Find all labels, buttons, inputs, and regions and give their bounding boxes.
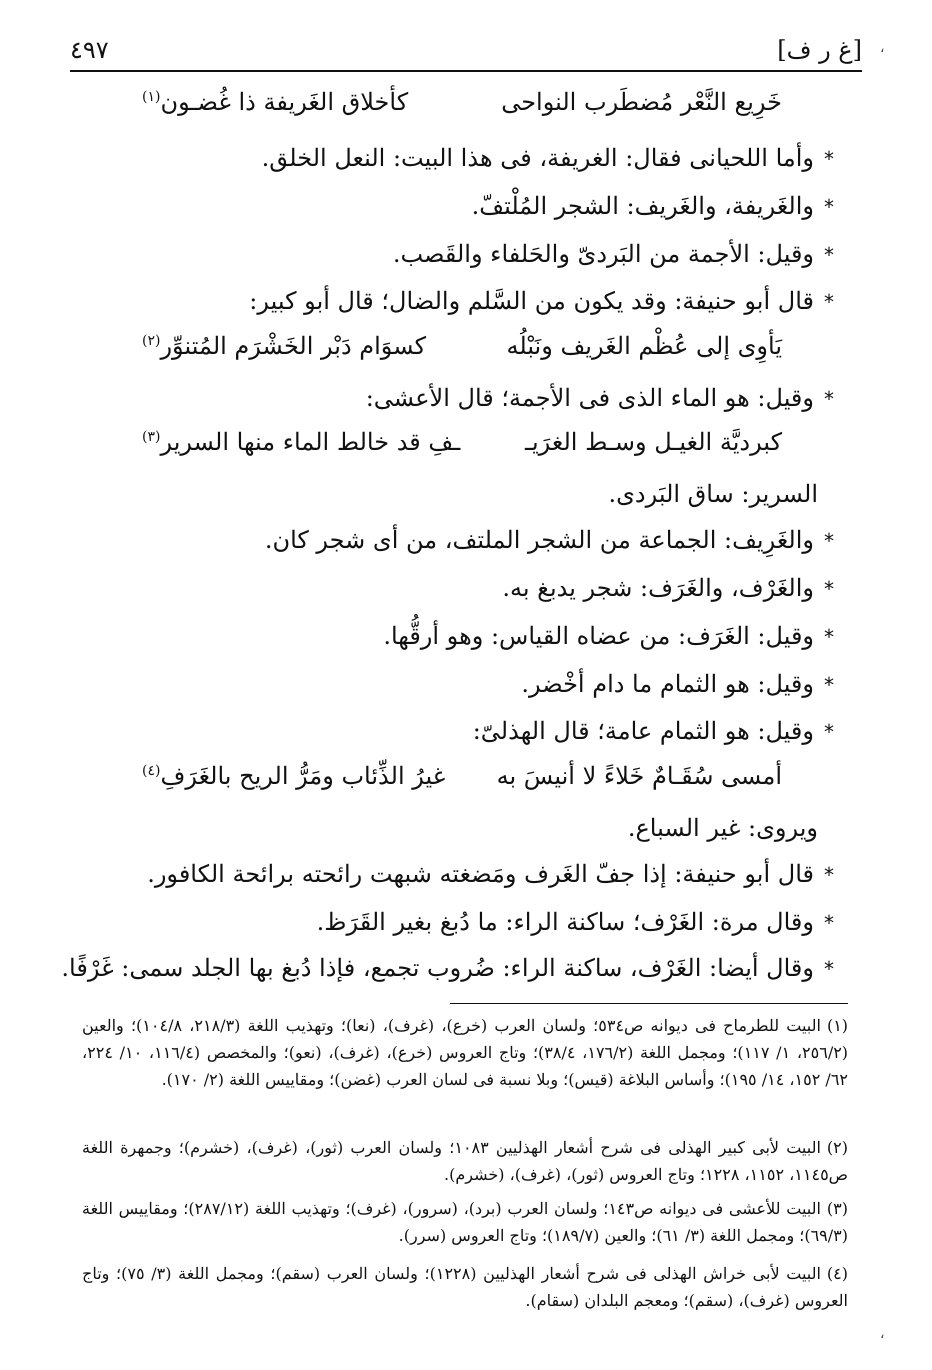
entry-text: والغَريفة، والغَريف: الشجر المُلْتفّ. bbox=[471, 192, 814, 220]
footnote-number: (٣) bbox=[826, 1199, 849, 1218]
footnote-number: (١) bbox=[826, 1016, 849, 1035]
verse-2-hemistich-2-text: كسوَام دَبْر الخَشْرَم المُتنوِّر bbox=[160, 332, 427, 360]
entry-text: وقيل: الأجمة من البَردىّ والحَلفاء والقَصب. bbox=[392, 240, 814, 268]
entry-text: وقيل: هو الثمام عامة؛ قال الهذلىّ: bbox=[472, 717, 814, 745]
entry-line bbox=[317, 908, 834, 936]
footnote-text: البيت لأبى خراش الهذلى فى شرح أشعار الهذليين (١٢٢٨)؛ ولسان العرب (سقم)؛ ومجمل اللغة (٣/ ٧٥)؛ وتاج العروس (غرف)، (سقم)؛ ومعجم البلدان (سقام). bbox=[82, 1264, 848, 1310]
entry-line bbox=[472, 192, 834, 220]
footnote-rule bbox=[450, 1003, 848, 1004]
footnote-number: (٤) bbox=[826, 1264, 849, 1283]
entry-text: قال أبو حنيفة: إذا جفّ الغَرف ومَضغته شبهت رائحته برائحة الكافور. bbox=[147, 860, 814, 888]
root-letters: [غ ر ف] bbox=[777, 36, 862, 64]
entry-star: * bbox=[824, 243, 834, 267]
verse-2 bbox=[142, 332, 782, 376]
footnote-ref-2: (٢) bbox=[142, 333, 161, 349]
entry-line bbox=[383, 622, 834, 650]
footnote-text: البيت للأعشى فى ديوانه ص١٤٣؛ ولسان العرب (برد)، (سرور)، (غرف)؛ وتهذيب اللغة (٢٨٧/١٢)؛ ومقاييس اللغة (٦٩/٣)؛ ومجمل اللغة (٣/ ٦١)؛ والعين (١٨٩/٧)؛ وتاج العروس (سرر). bbox=[82, 1199, 848, 1245]
entry-text: وقيل: هو الثمام ما دام أخْضر. bbox=[521, 670, 814, 698]
entry-star: * bbox=[824, 720, 834, 744]
entry-line bbox=[393, 240, 834, 268]
verse-1-hemistich-1: خَرِيع النَّعْر مُضطَرب النواحى bbox=[501, 88, 782, 116]
entry-star: * bbox=[824, 625, 834, 649]
entry-star: * bbox=[824, 673, 834, 697]
footnote-1 bbox=[82, 1012, 848, 1093]
verse-2-hemistich-2 bbox=[142, 332, 426, 360]
footnote-ref-1: (١) bbox=[142, 89, 161, 105]
margin-mark-bottom: ، bbox=[880, 1326, 885, 1342]
entry-line bbox=[61, 954, 834, 982]
verse-3-hemistich-2-text: ـفِ قد خالط الماء منها السرير bbox=[160, 428, 461, 456]
entry-line bbox=[147, 860, 834, 888]
entry-text: والغَرِيف: الجماعة من الشجر الملتف، من أى شجر كان. bbox=[264, 526, 814, 554]
verse-1-hemistich-2-text: كأخلاق الغَريفة ذا غُضـون bbox=[160, 88, 409, 116]
entry-line-plain bbox=[628, 814, 818, 842]
header-rule bbox=[70, 70, 862, 72]
entry-line bbox=[366, 384, 834, 412]
entry-text: قال أبو حنيفة: وقد يكون من السَّلم والضال؛ قال أبو كبير: bbox=[249, 287, 814, 315]
entry-star: * bbox=[824, 863, 834, 887]
verse-4-hemistich-2-text: غيرُ الذِّئاب ومَرُّ الريح بالغَرَفِ bbox=[160, 762, 446, 790]
entry-text: وقيل: هو الماء الذى فى الأجمة؛ قال الأعشى: bbox=[365, 384, 814, 412]
margin-mark-top: ، bbox=[880, 40, 885, 56]
entry-text: وقال مرة: الغَرْف؛ ساكنة الراء: ما دُبغ بغير القَرَظ. bbox=[316, 908, 814, 936]
verse-3 bbox=[142, 428, 782, 472]
verse-1 bbox=[142, 88, 782, 132]
verse-3-hemistich-2 bbox=[142, 428, 460, 456]
entry-text: وقال أيضا: الغَرْف، ساكنة الراء: ضُروب تجمع، فإذا دُبغ بها الجلد سمى: غَرْفًا. bbox=[61, 954, 814, 982]
entry-star: * bbox=[824, 577, 834, 601]
verse-4 bbox=[142, 762, 782, 806]
verse-4-hemistich-2 bbox=[142, 762, 445, 790]
entry-line bbox=[502, 574, 834, 602]
entry-line bbox=[521, 670, 834, 698]
entry-text: وقيل: الغَرَف: من عضاه القياس: وهو أرقُّها. bbox=[383, 622, 814, 650]
entry-line bbox=[473, 717, 834, 745]
verse-4-hemistich-1: أمسى سُقَـامٌ خَلاءً لا أنيسَ به bbox=[496, 762, 782, 790]
verse-3-hemistich-1: كبرديَّة الغيـل وسـط الغرَيـ bbox=[524, 428, 782, 456]
footnote-text: البيت للطرماح فى ديوانه ص٥٣٤؛ ولسان العرب (خرع)، (غرف)، (نعا)؛ وتهذيب اللغة (٢١٨/٣، ١٠٤/٨)؛ والعين (٢٥٦/٢، ١/ ١١٧)؛ ومجمل اللغة (١٧٦/٢، ٣٨/٤)؛ وتاج العروس (خرع)، (غرف)، (نعو)؛ والمخصص (١١٦/٤، ١٠/ ٢٢٤، ٦٢/ ١٥٢، ١٤/ ١٩٥)؛ وأساس البلاغة (قيس)؛ وبلا نسبة فى لسان العرب (غضن)؛ ومقاييس اللغة (٢/ ١٧٠). bbox=[82, 1016, 849, 1089]
entry-star: * bbox=[824, 911, 834, 935]
entry-text: والغَرْف، والغَرَف: شجر يدبغ به. bbox=[502, 574, 814, 602]
entry-star: * bbox=[824, 387, 834, 411]
verse-2-hemistich-1: يَأوِى إلى عُظْم الغَريف ونَبْلُه bbox=[506, 332, 782, 360]
entry-star: * bbox=[824, 529, 834, 553]
footnote-number: (٢) bbox=[826, 1138, 849, 1157]
footnote-4 bbox=[82, 1260, 848, 1314]
verse-1-hemistich-2 bbox=[142, 88, 408, 116]
entry-star: * bbox=[824, 195, 834, 219]
footnote-ref-3: (٣) bbox=[142, 429, 161, 445]
entry-text: ويروى: غير السباع. bbox=[627, 814, 818, 842]
entry-line bbox=[262, 144, 834, 172]
entry-star: * bbox=[824, 957, 834, 981]
entry-line bbox=[265, 526, 834, 554]
footnote-text: البيت لأبى كبير الهذلى فى شرح أشعار الهذليين ١٠٨٣؛ ولسان العرب (ثور)، (غرف)، (خشرم)؛ وجمهرة اللغة ص١١٤٥، ١١٥٢، ١٢٢٨؛ وتاج العروس (ثور)، (غرف)، (خشرم). bbox=[82, 1138, 848, 1184]
footnote-3 bbox=[82, 1195, 848, 1249]
entry-text: السرير: ساق البَردى. bbox=[608, 480, 818, 508]
entry-text: وأما اللحيانى فقال: الغريفة، فى هذا البيت: النعل الخلق. bbox=[261, 144, 814, 172]
footnote-2 bbox=[82, 1134, 848, 1188]
page-number: ٤٩٧ bbox=[70, 36, 109, 64]
entry-star: * bbox=[824, 290, 834, 314]
entry-star: * bbox=[824, 147, 834, 171]
entry-line-plain bbox=[608, 480, 818, 508]
page-header bbox=[70, 36, 862, 70]
entry-line bbox=[249, 287, 834, 315]
footnote-ref-4: (٤) bbox=[142, 763, 161, 779]
